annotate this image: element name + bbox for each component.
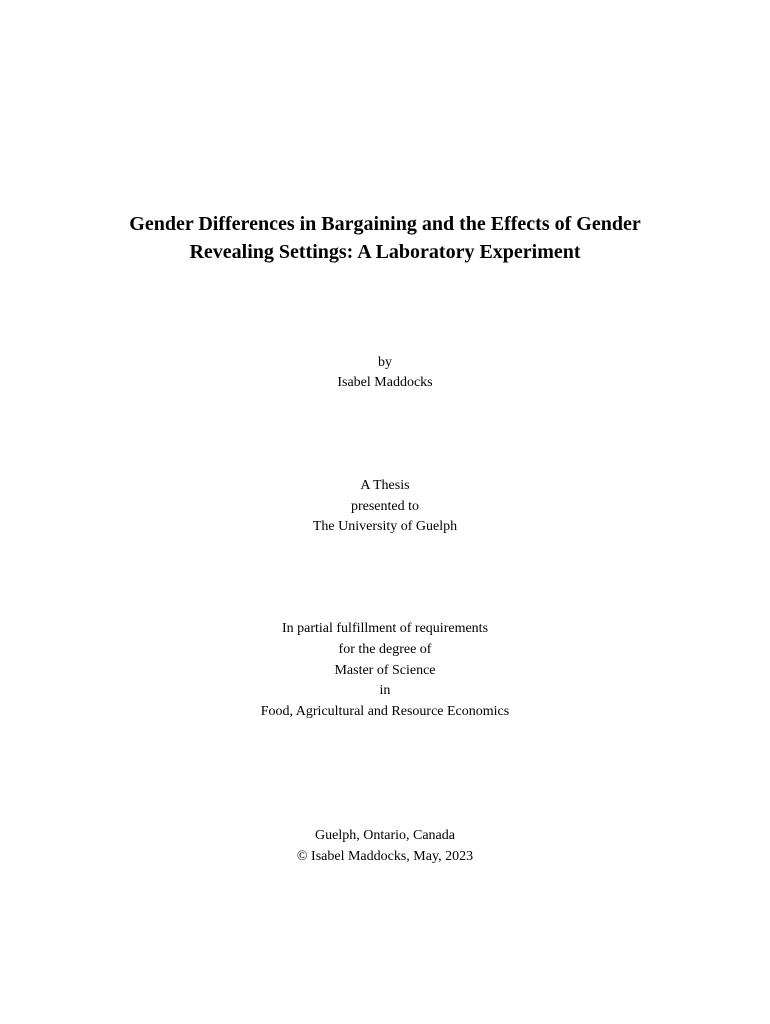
degree-name: Master of Science <box>334 662 436 678</box>
thesis-title-line-1: Gender Differences in Bargaining and the Effects of Gender <box>129 213 641 235</box>
fulfillment-line: In partial fulfillment of requirements <box>281 621 489 636</box>
degree-of-line: for the degree of <box>338 641 432 657</box>
degree-section <box>0 619 770 723</box>
thesis-label: A Thesis <box>360 478 410 493</box>
thesis-title <box>0 210 770 266</box>
location-copyright-section <box>0 825 770 867</box>
author-section <box>0 353 770 393</box>
location-line: Guelph, Ontario, Canada <box>315 828 455 843</box>
copyright-line: © Isabel Maddocks, May, 2023 <box>296 849 474 864</box>
program-name: Food, Agricultural and Resource Economics <box>260 704 510 720</box>
author-name: Isabel Maddocks <box>337 375 433 390</box>
university-name: The University of Guelph <box>312 519 458 534</box>
presentation-section <box>0 476 770 538</box>
by-label: by <box>378 355 392 370</box>
presented-to-label: presented to <box>350 498 420 514</box>
in-label: in <box>379 683 391 699</box>
thesis-title-line-2: Revealing Settings: A Laboratory Experiment <box>189 241 581 263</box>
